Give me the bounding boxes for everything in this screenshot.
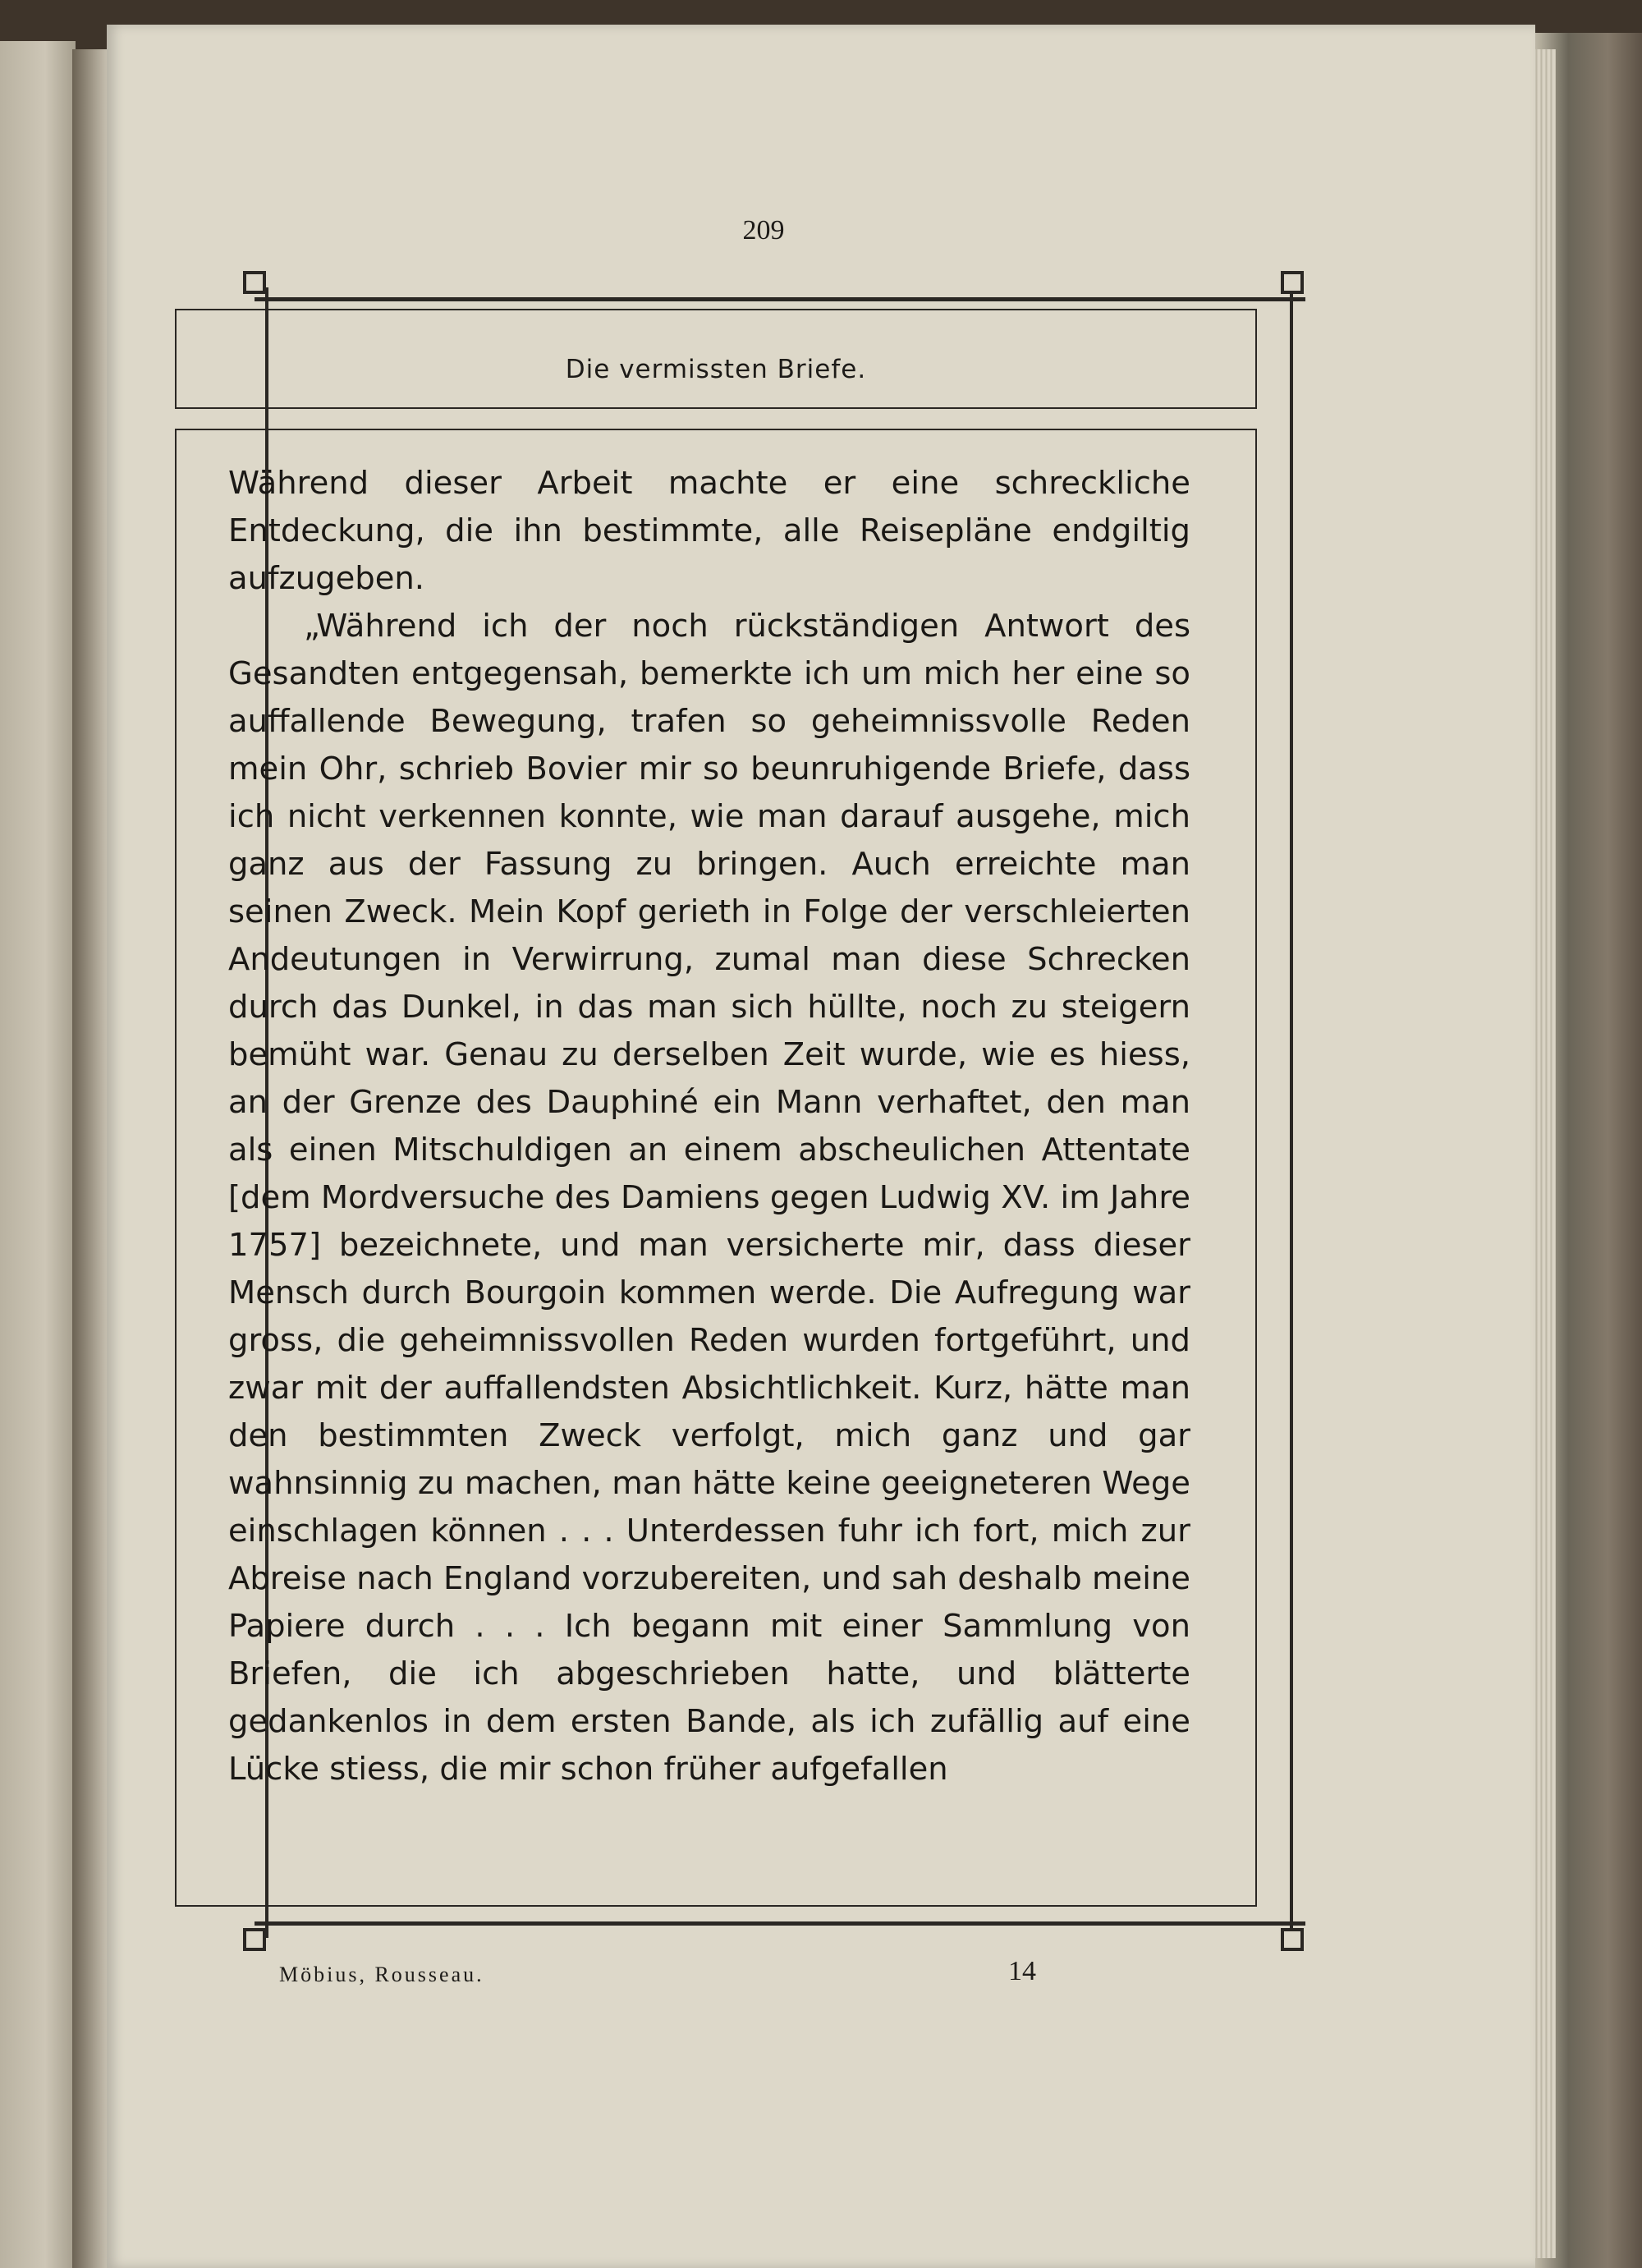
frame-bottom-line <box>255 1921 1305 1926</box>
frame-corner-top-left <box>243 271 266 294</box>
paragraph: Während dieser Arbeit machte er eine schreckliche Entdeckung, die ihn bestimmte, alle Reisepläne endgiltig aufzugeben. <box>228 465 1190 597</box>
main-text <box>228 460 1190 1793</box>
paragraph: „Während ich der noch rückständigen Antwort des Gesandten entgegensah, bemerkte ich um mich her eine so auffallende Bewegung, trafen so geheimnissvolle Reden mein Ohr, schrieb Bovier mir so beunruhigende Briefe, dass ich nicht verkennen konnte, wie man darauf ausgehe, mich ganz aus der Fassung zu bringen. Auch erreichte man seinen Zweck. Mein Kopf gerieth in Folge der verschleierten Andeutungen in Verwirrung, zumal man diese Schrecken durch das Dunkel, in das man sich hüllte, noch zu steigern bemüht war. Genau zu derselben Zeit wurde, wie es hiess, an der Grenze des Dauphiné ein Mann verhaftet, den man als einen Mitschuldigen an einem abscheulichen Attentate [dem Mordversuche des Damiens gegen Ludwig XV. im Jahre 1757] bezeichnete, und man versicherte mir, dass dieser Mensch durch Bourgoin kommen werde. Die Aufregung war gross, die geheimnissvollen Reden wurden fortgeführt, und zwar mit der auffallendsten Absichtlichkeit. Kurz, hätte man den bestimmten Zweck verfolgt, mich ganz und gar wahnsinnig zu machen, man hätte keine geeigneteren Wege einschlagen können . . . Unterdessen fuhr ich fort, mich zur Abreise nach England vorzubereiten, und sah deshalb meine Papiere durch . . . Ich begann mit einer Sammlung von Briefen, die ich abgeschrieben hatte, und blätterte gedankenlos in dem ersten Bande, als ich zufällig auf eine Lücke stiess, die mir schon früher aufgefallen <box>228 608 1190 1788</box>
footer-signature-mark: 14 <box>1008 1956 1036 1986</box>
frame-top-line <box>255 297 1305 301</box>
frame-corner-bottom-left <box>243 1928 266 1951</box>
frame-corner-top-right <box>1281 271 1304 294</box>
frame-corner-bottom-right <box>1281 1928 1304 1951</box>
facing-page-edge <box>0 41 76 2268</box>
page-number: 209 <box>742 215 785 246</box>
footer-author: Möbius, Rousseau. <box>279 1963 484 1986</box>
frame-right-line <box>1290 287 1293 1938</box>
running-head: Die vermissten Briefe. <box>565 355 867 384</box>
